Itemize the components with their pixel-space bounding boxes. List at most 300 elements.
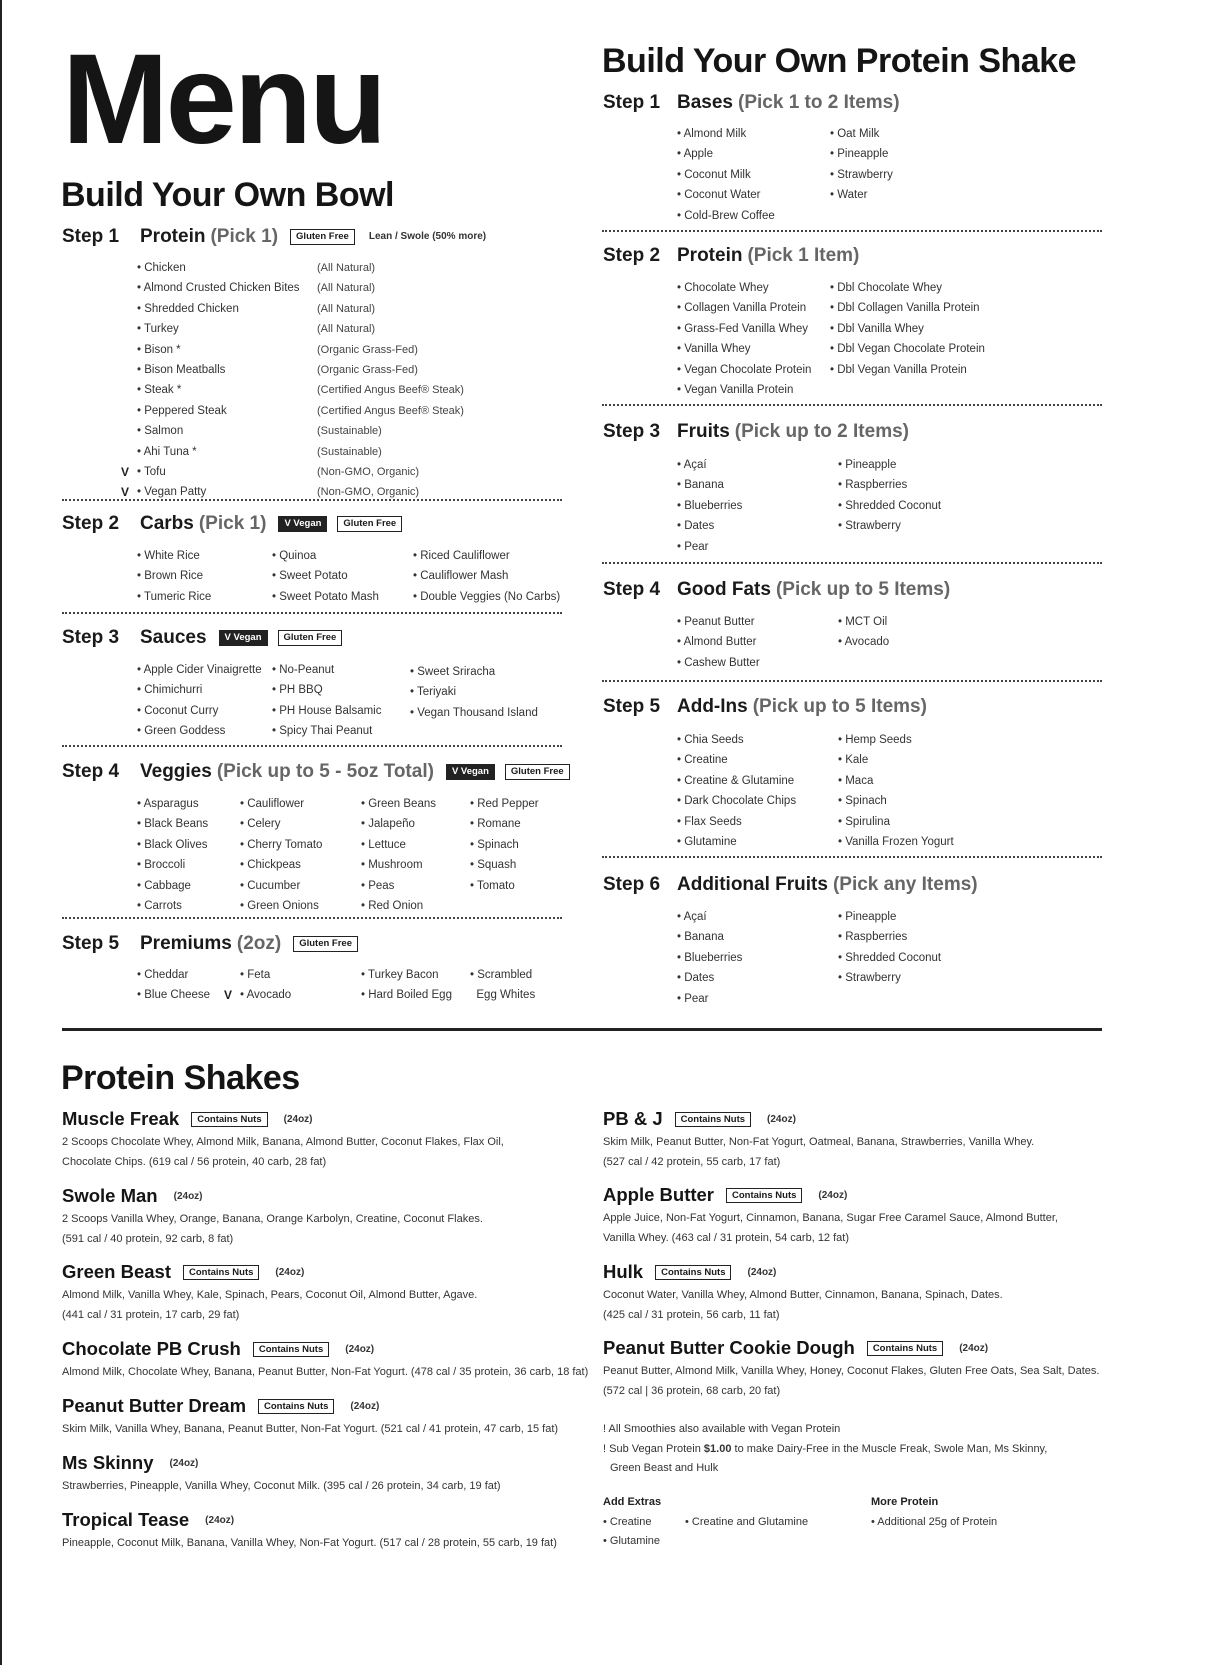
list-item: • White Rice — [137, 550, 200, 562]
step-number: Step 2 — [62, 513, 120, 534]
dotted-divider — [602, 856, 1102, 858]
shake-addins-list — [677, 730, 954, 852]
list-item: • Strawberry — [838, 520, 901, 533]
list-item: • Banana — [677, 479, 724, 492]
shake-item — [603, 1261, 1003, 1325]
step-pick: (Pick up to 5 Items) — [752, 696, 927, 717]
shake-step-6-header — [603, 874, 978, 896]
item-note: (Non-GMO, Organic) — [317, 486, 420, 499]
shake-fats-list — [677, 612, 889, 673]
list-item: • Broccoli — [137, 859, 186, 872]
vegan-icon: V — [224, 988, 233, 1003]
list-column — [677, 455, 838, 557]
list-item: • Dbl Collagen Vanilla Protein — [830, 302, 980, 315]
list-column — [137, 660, 272, 742]
shake-name: Muscle Freak — [62, 1108, 180, 1129]
shake-step-5-header — [603, 696, 927, 718]
item-note: (All Natural) — [317, 262, 376, 274]
contains-nuts-badge: Contains Nuts — [655, 1265, 731, 1280]
list-item: • Water — [830, 189, 868, 202]
list-item: • Chimichurri — [137, 684, 203, 697]
desc-line: Apple Juice, Non-Fat Yogurt, Cinnamon, Banana, Sugar Free Caramel Sauce, Almond Butter, — [603, 1212, 1058, 1224]
list-item: • Almond Crusted Chicken Bites — [137, 282, 300, 295]
shake-size: (24oz) — [350, 1400, 380, 1412]
add-extras-title: Add Extras — [603, 1496, 662, 1508]
step-name: Good Fats — [677, 579, 771, 600]
list-item: • Lettuce — [361, 838, 406, 851]
bowl-step-3-header — [62, 627, 342, 649]
item-note: (Sustainable) — [317, 425, 382, 438]
list-item: • Glutamine — [603, 1535, 661, 1547]
list-item: • Avocado — [838, 636, 890, 649]
list-item: • Dbl Vegan Vanilla Protein — [830, 363, 967, 376]
shake-item — [62, 1452, 501, 1497]
list-item: • Red Onion — [361, 900, 424, 913]
desc-line: (572 cal | 36 protein, 68 carb, 20 fat) — [603, 1384, 781, 1397]
list-item: • Creatine — [603, 1515, 652, 1528]
shake-name: Ms Skinny — [62, 1452, 154, 1473]
list-item: • Pear — [677, 992, 709, 1005]
dotted-divider — [62, 917, 562, 919]
list-column — [410, 662, 538, 742]
list-column — [838, 612, 889, 673]
list-item: • Blueberries — [677, 951, 743, 964]
list-column — [137, 794, 240, 916]
list-item: • Cheddar — [137, 969, 189, 981]
step-number: Step 6 — [603, 874, 661, 895]
step-name: Premiums — [140, 933, 232, 954]
protein-notes — [317, 258, 464, 503]
shake-description — [603, 1209, 1058, 1248]
vegan-badge: V Vegan — [219, 630, 268, 646]
list-column — [470, 794, 539, 916]
step-number: Step 4 — [62, 761, 120, 782]
list-item: • Sweet Sriracha — [410, 666, 496, 678]
list-item: • Dbl Vegan Chocolate Protein — [830, 343, 985, 356]
shake-name: Hulk — [603, 1261, 644, 1282]
list-item: • Raspberries — [838, 931, 908, 944]
item-note: (Non-GMO, Organic) — [317, 466, 420, 479]
desc-line: Skim Milk, Vanilla Whey, Banana, Peanut Butter, Non-Fat Yogurt. (521 cal / 41 protein, 47 carb, 15 fat) — [62, 1423, 559, 1435]
list-item: • Dbl Chocolate Whey — [830, 282, 943, 294]
list-item: • Vegan Thousand Island — [410, 706, 538, 719]
list-item: • Spirulina — [838, 815, 890, 828]
list-item: • Almond Milk — [677, 128, 747, 140]
list-item: • Sweet Potato Mash — [272, 590, 379, 603]
list-item: • Pineapple — [838, 911, 897, 923]
list-item: • Tumeric Rice — [137, 590, 212, 603]
list-item: • Brown Rice — [137, 570, 204, 583]
shake-name: Apple Butter — [603, 1184, 714, 1205]
list-item: • Vanilla Whey — [677, 343, 751, 356]
list-item: • Teriyaki — [410, 686, 456, 699]
list-item: • Maca — [838, 774, 874, 787]
vegan-icon: V — [121, 465, 130, 480]
list-item: • Dates — [677, 972, 715, 985]
item-note: (Certified Angus Beef® Steak) — [317, 384, 464, 397]
list-item: • Dark Chocolate Chips — [677, 795, 797, 808]
shake-description — [603, 1286, 1003, 1325]
item-note: (Organic Grass-Fed) — [317, 343, 418, 356]
list-item: • Cold-Brew Coffee — [677, 209, 775, 222]
list-item: • MCT Oil — [838, 616, 888, 628]
vegan-icon: V — [121, 485, 130, 500]
list-item: • Tomato — [470, 879, 515, 892]
list-item: • Scrambled — [470, 969, 533, 981]
list-item: • Apple — [677, 148, 713, 161]
shake-name: Chocolate PB Crush — [62, 1338, 241, 1359]
shake-name: PB & J — [603, 1108, 663, 1129]
menu-title: Menu — [62, 28, 385, 171]
shake-name: Tropical Tease — [62, 1509, 190, 1530]
list-item: • Shredded Coconut — [838, 951, 942, 964]
list-item — [121, 462, 317, 482]
list-column — [413, 546, 560, 607]
shake-size: (24oz) — [747, 1266, 777, 1278]
list-item: • Chickpeas — [240, 859, 301, 872]
dotted-divider — [602, 680, 1102, 682]
step-pick: (Pick up to 5 - 5oz Total) — [216, 761, 434, 782]
list-column — [272, 546, 413, 607]
list-item: • Peas — [361, 879, 395, 892]
list-item: • Creatine — [677, 754, 728, 767]
item-note: (Certified Angus Beef® Steak) — [317, 404, 464, 417]
list-item: • Turkey Bacon — [361, 969, 439, 981]
list-item: • Green Beans — [361, 798, 436, 810]
step-pick: (Pick up to 2 Items) — [734, 421, 909, 442]
list-item: • Mushroom — [361, 859, 423, 872]
note-price: $1.00 — [703, 1442, 732, 1455]
shake-step-3-header — [603, 421, 909, 443]
list-item: • Vegan Chocolate Protein — [677, 363, 812, 376]
list-item: • Cherry Tomato — [240, 838, 323, 851]
more-protein — [871, 1493, 997, 1552]
extras-block — [603, 1493, 1103, 1552]
item-label: • Tofu — [137, 466, 166, 479]
step-name: Sauces — [140, 627, 207, 648]
sub-vegan-note-cont: Green Beast and Hulk — [610, 1462, 719, 1474]
more-protein-title: More Protein — [871, 1496, 939, 1508]
dotted-divider — [602, 562, 1102, 564]
desc-line: Pineapple, Coconut Milk, Banana, Vanilla Whey, Non-Fat Yogurt. (517 cal / 28 protein, 55 carb, 19 fat) — [62, 1537, 557, 1549]
list-item: • Creatine & Glutamine — [677, 774, 795, 787]
list-item: • Jalapeño — [361, 818, 415, 831]
dotted-divider — [602, 404, 1102, 406]
list-item: • Spinach — [470, 838, 519, 851]
contains-nuts-badge: Contains Nuts — [183, 1265, 259, 1280]
step-pick: (2oz) — [236, 933, 282, 954]
list-item: • Bison * — [137, 343, 181, 356]
desc-line: 2 Scoops Chocolate Whey, Almond Milk, Banana, Almond Butter, Coconut Flakes, Flax Oil, — [62, 1136, 504, 1148]
list-item: • PH House Balsamic — [272, 704, 382, 717]
list-item: • Açaí — [677, 459, 707, 471]
shake-item — [62, 1261, 477, 1325]
list-item: • Hard Boiled Egg — [361, 989, 452, 1002]
step-number: Step 5 — [603, 696, 661, 717]
shake-description — [62, 1477, 501, 1497]
list-item: • Black Beans — [137, 818, 209, 831]
list-item: • Raspberries — [838, 479, 908, 492]
list-item: • Shredded Chicken — [137, 302, 239, 315]
gluten-free-badge: Gluten Free — [293, 936, 358, 952]
desc-line: (441 cal / 31 protein, 17 carb, 29 fat) — [62, 1308, 240, 1321]
list-item: • Pineapple — [838, 459, 897, 471]
list-column — [677, 730, 838, 852]
vegan-badge: V Vegan — [446, 764, 495, 780]
shake-description — [62, 1420, 558, 1440]
list-item: • Vegan Vanilla Protein — [677, 384, 794, 397]
step-number: Step 4 — [603, 579, 661, 600]
list-item: • Coconut Curry — [137, 704, 219, 717]
list-column — [361, 965, 470, 1006]
list-column — [838, 455, 941, 557]
list-item: • Blueberries — [677, 499, 743, 512]
contains-nuts-badge: Contains Nuts — [253, 1342, 329, 1357]
list-item: • Carrots — [137, 900, 182, 913]
list-item: • Hemp Seeds — [838, 734, 912, 746]
step-name: Fruits — [677, 421, 730, 442]
shake-item — [62, 1338, 588, 1383]
item-note: (Sustainable) — [317, 445, 382, 458]
shake-item — [62, 1108, 504, 1172]
dotted-divider — [602, 230, 1102, 232]
step-name: Protein — [140, 226, 206, 247]
shake-name: Peanut Butter Cookie Dough — [603, 1337, 855, 1358]
list-item: • Feta — [240, 969, 271, 981]
shake-description — [62, 1210, 483, 1249]
shake-name: Peanut Butter Dream — [62, 1395, 247, 1416]
shake-size: (24oz) — [283, 1113, 313, 1125]
list-column — [677, 907, 838, 1009]
list-item: • Kale — [838, 754, 869, 767]
list-item: • Dates — [677, 520, 715, 533]
extras-col — [685, 1513, 808, 1552]
protein-shakes-title: Protein Shakes — [61, 1059, 300, 1097]
contains-nuts-badge: Contains Nuts — [867, 1341, 943, 1356]
shake-step-4-header — [603, 579, 950, 601]
gluten-free-badge: Gluten Free — [278, 630, 343, 646]
list-item: • Double Veggies (No Carbs) — [413, 590, 561, 603]
shake-bases-list — [677, 124, 893, 226]
desc-line: (425 cal / 31 protein, 56 carb, 11 fat) — [603, 1308, 780, 1321]
shake-size: (24oz) — [818, 1189, 848, 1201]
list-item: • Strawberry — [838, 972, 901, 985]
list-item: • Glutamine — [677, 836, 737, 849]
desc-line: (591 cal / 40 protein, 92 carb, 8 fat) — [62, 1232, 234, 1245]
step-name: Veggies — [140, 761, 212, 782]
list-column — [361, 794, 470, 916]
dotted-divider — [62, 499, 562, 501]
sub-vegan-note — [603, 1440, 1047, 1460]
shake-name: Green Beast — [62, 1261, 171, 1282]
shake-size: (24oz) — [767, 1113, 796, 1125]
shake-item — [62, 1509, 557, 1554]
list-item: • Blue Cheese — [137, 989, 211, 1002]
list-column — [838, 730, 954, 852]
shake-description — [62, 1363, 588, 1383]
desc-line: Skim Milk, Peanut Butter, Non-Fat Yogurt, Oatmeal, Banana, Strawberries, Vanilla Whey. — [603, 1136, 1035, 1148]
step-name: Bases — [677, 92, 733, 113]
item-note: (All Natural) — [317, 302, 376, 315]
list-item: • Salmon — [137, 425, 184, 438]
shake-size: (24oz) — [173, 1190, 203, 1202]
list-item: • Steak * — [137, 384, 182, 397]
shake-description — [62, 1133, 504, 1172]
shake-name: Swole Man — [62, 1185, 158, 1206]
list-item: • Flax Seeds — [677, 815, 742, 828]
shake-step-1-header — [603, 92, 900, 114]
list-item: • Spicy Thai Peanut — [272, 725, 373, 738]
bowl-premiums-list — [137, 965, 535, 1006]
desc-line: (527 cal / 42 protein, 55 carb, 17 fat) — [603, 1155, 781, 1168]
shake-size: (24oz) — [169, 1457, 199, 1469]
item-note: (All Natural) — [317, 323, 376, 336]
list-item: • Banana — [677, 931, 724, 944]
contains-nuts-badge: Contains Nuts — [675, 1112, 751, 1127]
shake-step-2-header — [603, 245, 859, 267]
shake-description — [603, 1133, 1034, 1172]
shake-item — [603, 1108, 1034, 1172]
contains-nuts-badge: Contains Nuts — [191, 1112, 267, 1127]
list-item: Egg Whites — [470, 989, 536, 1002]
list-item: • Sweet Potato — [272, 570, 348, 583]
desc-line: Chocolate Chips. (619 cal / 56 protein, 40 carb, 28 fat) — [62, 1155, 327, 1168]
step-number: Step 3 — [62, 627, 120, 648]
list-item: • Apple Cider Vinaigrette — [137, 664, 262, 676]
list-item: • Dbl Vanilla Whey — [830, 322, 924, 335]
list-item: • Cucumber — [240, 879, 301, 892]
bowl-protein-list — [121, 258, 464, 503]
shake-size: (24oz) — [275, 1266, 305, 1278]
dotted-divider — [62, 612, 562, 614]
bowl-carbs-list — [137, 546, 560, 607]
desc-line: Peanut Butter, Almond Milk, Vanilla Whey, Honey, Coconut Flakes, Gluten Free Oats, Sea Salt, Dates. — [603, 1365, 1100, 1377]
list-item: • Almond Butter — [677, 636, 757, 649]
list-item: • Green Goddess — [137, 725, 226, 738]
list-column — [677, 124, 830, 226]
list-item: • Celery — [240, 818, 281, 831]
list-item: • Strawberry — [830, 168, 893, 181]
shake-item — [603, 1337, 1099, 1401]
extras-col — [603, 1513, 685, 1552]
list-column — [224, 965, 361, 1006]
step-name: Carbs — [140, 513, 194, 534]
step-pick: (Pick 1 to 2 Items) — [738, 92, 900, 113]
list-item: • Pear — [677, 540, 709, 553]
list-item: • Cashew Butter — [677, 656, 760, 669]
step-pick: (Pick 1) — [198, 513, 267, 534]
step-number: Step 1 — [603, 92, 661, 113]
list-item: • Romane — [470, 818, 521, 831]
list-item: • Ahi Tuna * — [137, 445, 197, 458]
list-column — [470, 965, 535, 1006]
shake-description — [603, 1362, 1099, 1401]
bowl-step-2-header — [62, 513, 402, 535]
list-item: • Chia Seeds — [677, 734, 744, 746]
list-item: • PH BBQ — [272, 684, 323, 697]
shake-protein-list — [677, 278, 985, 400]
note-text: to make Dairy-Free in the Muscle Freak, Swole Man, Ms Skinny, — [731, 1442, 1048, 1455]
desc-line: Coconut Water, Vanilla Whey, Almond Butter, Cinnamon, Banana, Spinach, Dates. — [603, 1289, 1003, 1301]
list-item: • Coconut Water — [677, 189, 761, 202]
add-extras — [603, 1493, 871, 1552]
step-pick: (Pick up to 5 Items) — [775, 579, 951, 600]
item-label: • Vegan Patty — [137, 486, 207, 499]
list-item: • No-Peanut — [272, 664, 335, 676]
bowl-title: Build Your Own Bowl — [61, 176, 395, 214]
step-name: Additional Fruits — [677, 874, 828, 895]
shake-builder-title: Build Your Own Protein Shake — [602, 42, 1077, 80]
vegan-badge: V Vegan — [278, 516, 327, 532]
shake-item — [62, 1395, 558, 1440]
bowl-veggies-list — [137, 794, 539, 916]
list-item: • Red Pepper — [470, 798, 539, 810]
step-number: Step 5 — [62, 933, 120, 954]
list-column — [240, 794, 361, 916]
list-item: • Chicken — [137, 262, 186, 274]
shake-description — [62, 1534, 557, 1554]
section-divider — [62, 1028, 1102, 1031]
shake-extra-fruits-list — [677, 907, 941, 1009]
bowl-sauces-list — [137, 660, 538, 742]
list-item: • Black Olives — [137, 838, 208, 851]
list-item: • Quinoa — [272, 550, 317, 562]
bowl-step-5-header — [62, 933, 358, 955]
step-name: Protein — [677, 245, 743, 266]
step-number: Step 1 — [62, 226, 120, 247]
step-pick: (Pick any Items) — [832, 874, 978, 895]
list-item: • Peppered Steak — [137, 404, 227, 417]
list-item: • Coconut Milk — [677, 168, 751, 181]
list-item: • Peanut Butter — [677, 616, 755, 628]
list-item: • Squash — [470, 859, 517, 872]
item-note: (All Natural) — [317, 282, 376, 295]
shake-size: (24oz) — [959, 1342, 989, 1354]
step-number: Step 2 — [603, 245, 661, 266]
shake-size: (24oz) — [345, 1343, 375, 1355]
step-name: Add-Ins — [677, 696, 748, 717]
list-item: • Riced Cauliflower — [413, 550, 510, 562]
list-item: • Vanilla Frozen Yogurt — [838, 836, 954, 849]
shake-item — [62, 1185, 483, 1249]
list-item: • Spinach — [838, 795, 887, 808]
page-edge — [0, 0, 2, 1665]
list-item: • Pineapple — [830, 148, 889, 161]
lean-swole-note: Lean / Swole (50% more) — [368, 231, 487, 242]
list-column — [137, 546, 272, 607]
contains-nuts-badge: Contains Nuts — [726, 1188, 802, 1203]
shake-fruits-list — [677, 455, 941, 557]
list-item: • Asparagus — [137, 798, 199, 810]
list-item: • Turkey — [137, 323, 179, 336]
list-item: • Oat Milk — [830, 128, 880, 140]
item-label: • Avocado — [240, 989, 292, 1002]
contains-nuts-badge: Contains Nuts — [258, 1399, 334, 1414]
list-item: • Shredded Coconut — [838, 499, 942, 512]
shake-size: (24oz) — [205, 1514, 235, 1526]
shake-notes — [603, 1420, 1047, 1479]
desc-line: 2 Scoops Vanilla Whey, Orange, Banana, Orange Karbolyn, Creatine, Coconut Flakes. — [62, 1213, 483, 1225]
list-item: • Cauliflower — [240, 798, 305, 810]
list-item — [224, 985, 361, 1005]
shake-description — [62, 1286, 477, 1325]
list-column — [272, 660, 410, 742]
list-column — [677, 278, 830, 400]
desc-line: Vanilla Whey. (463 cal / 31 protein, 54 carb, 12 fat) — [603, 1231, 850, 1244]
note-text: ! Sub Vegan Protein — [603, 1442, 704, 1455]
list-item: • Cabbage — [137, 879, 191, 892]
item-note: (Organic Grass-Fed) — [317, 364, 418, 377]
